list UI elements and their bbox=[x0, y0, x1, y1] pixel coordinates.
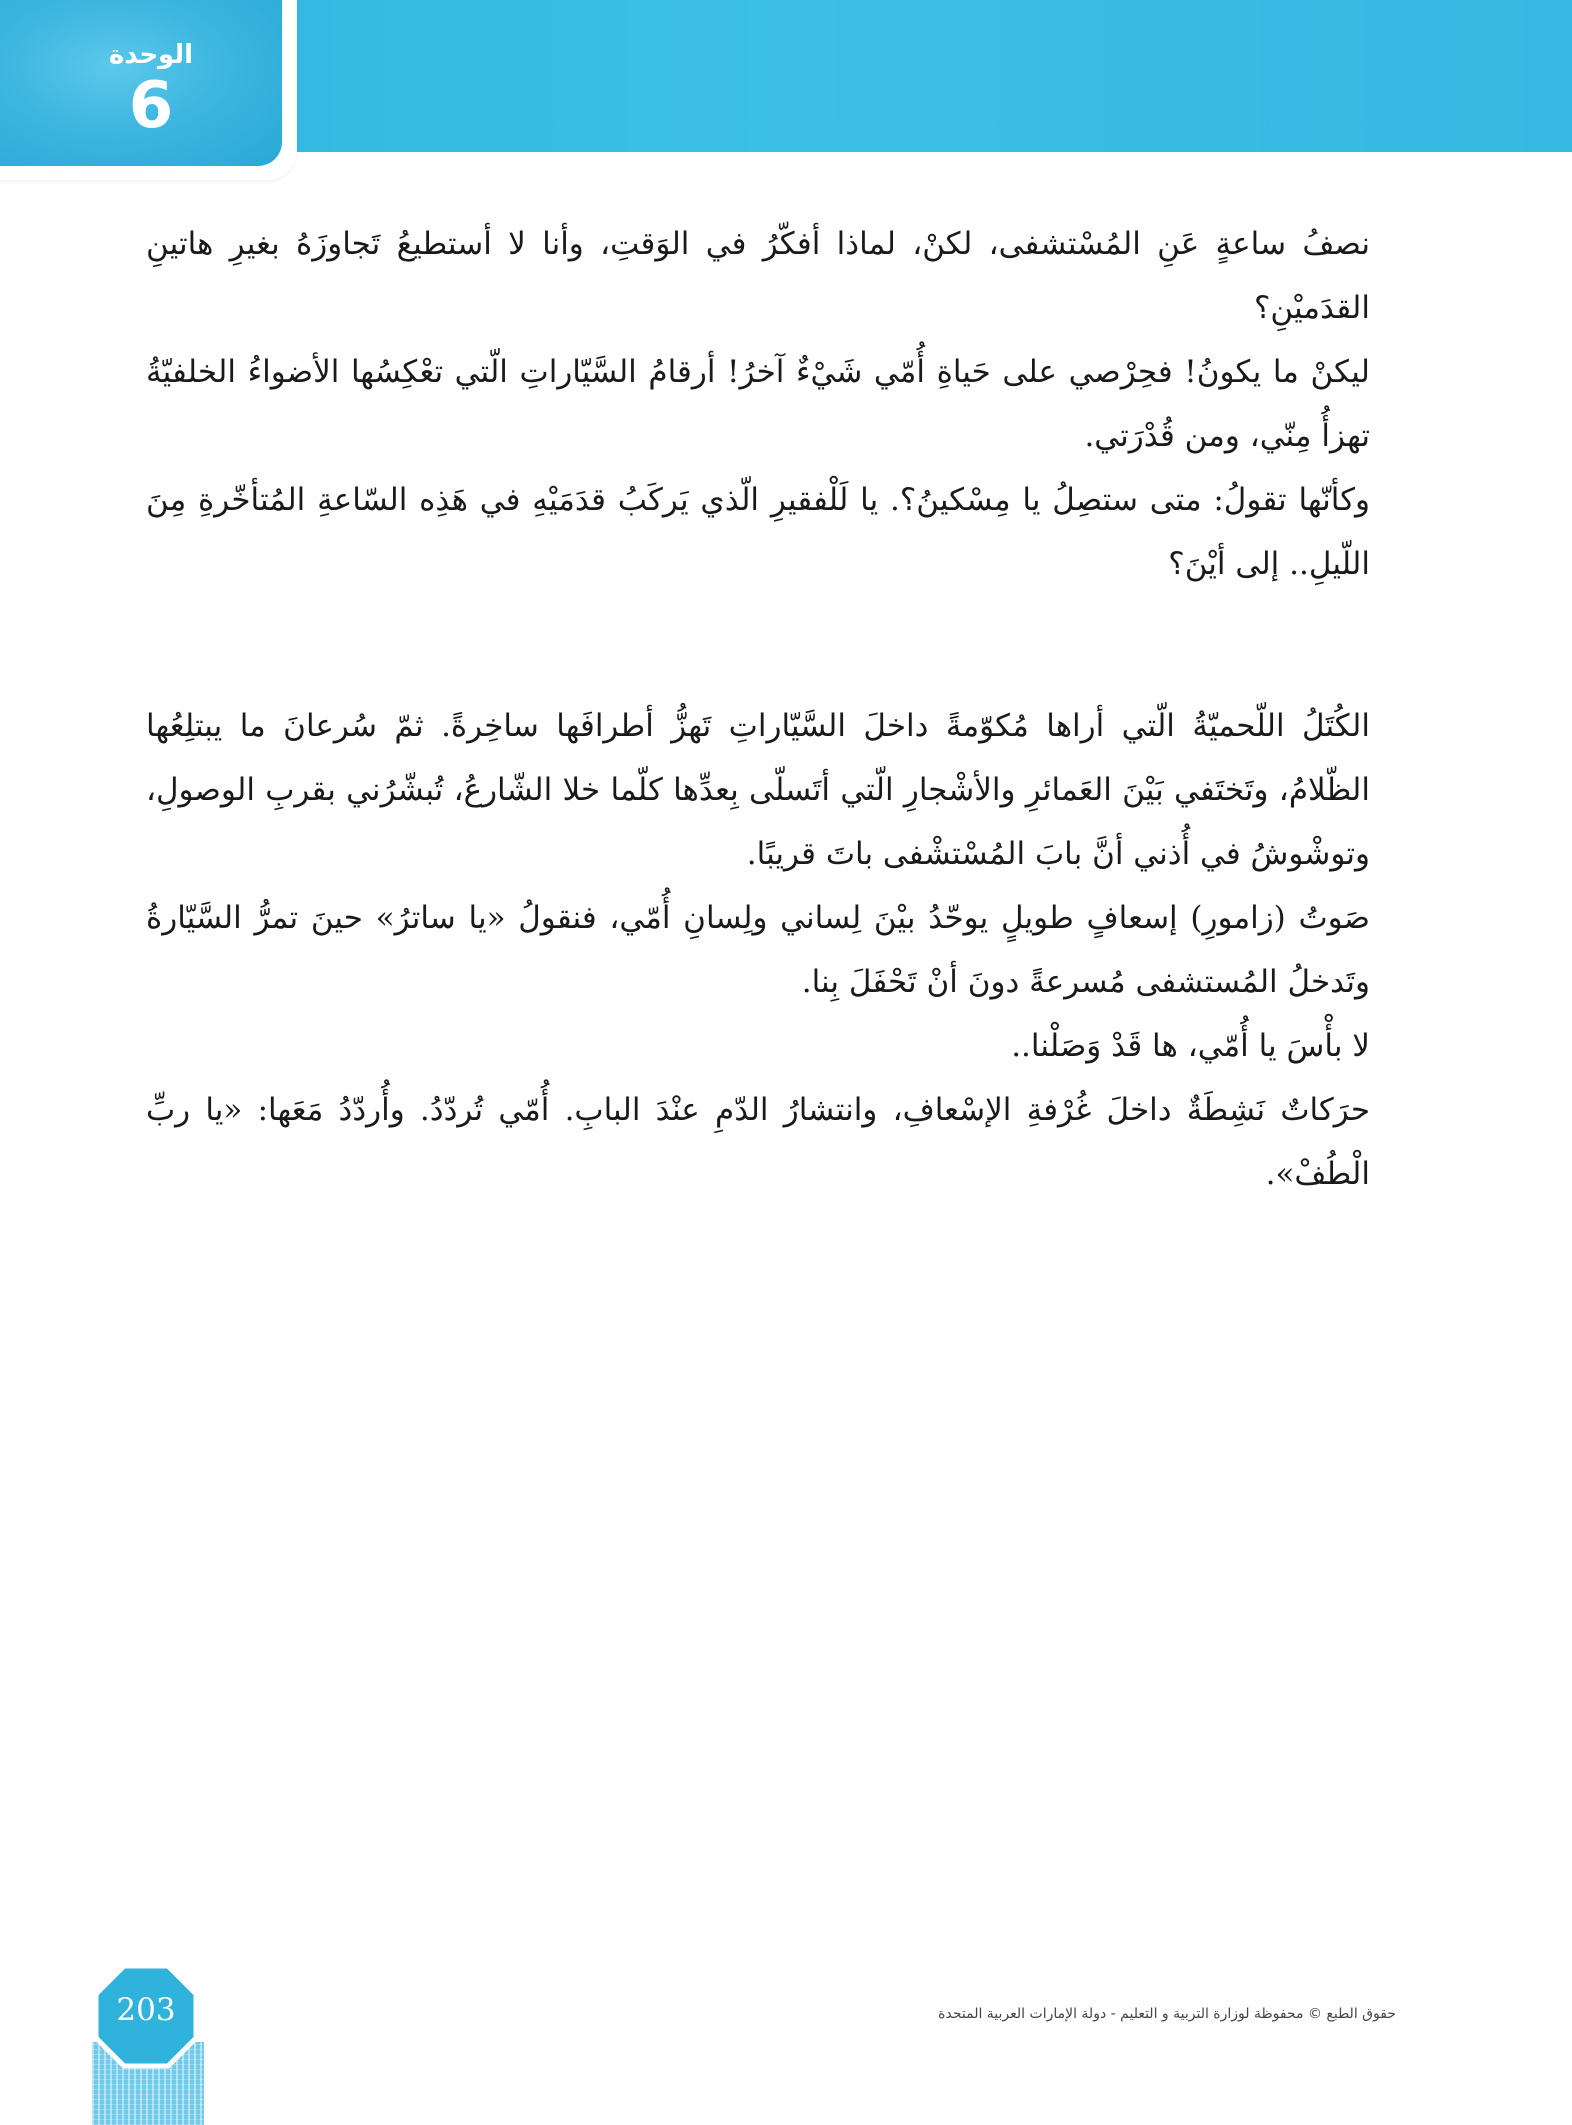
unit-label: الوحدة bbox=[108, 40, 194, 70]
copyright-notice: حقوق الطبع © محفوظة لوزارة التربية و التعليم - دولة الإمارات العربية المتحدة bbox=[938, 2006, 1396, 2022]
unit-tab bbox=[0, 0, 297, 180]
section-divider bbox=[146, 596, 1370, 694]
paragraph: الكُتَلُ اللّحميّةُ الّتي أراها مُكوّمةً داخلَ السَّيّاراتِ تَهزُّ أطرافَها ساخِرةً. ثمّ سُرعانَ ما يبتلِعُها الظّلامُ، وتَختَفي بَيْنَ العَمائرِ والأشْجارِ الّتي أتَسلّى بِعدِّها كلّما خلا الشّارعُ، تُبشّرُني بقربِ الوصولِ، وتوشْوشُ في أُذني أنَّ بابَ المُسْتشْفى باتَ قريبًا. bbox=[146, 708, 1370, 872]
page-number: 203 bbox=[116, 1992, 176, 2028]
paragraph: ليكنْ ما يكونُ! فحِرْصي على حَياةِ أُمّي شَيْءٌ آخرُ! أرقامُ السَّيّاراتِ الّتي تعْكِسُها الأضواءُ الخلفيّةُ تهزأُ مِنّي، ومن قُدْرَتي. bbox=[146, 354, 1370, 454]
paragraph: حرَكاتٌ نَشِطَةٌ داخلَ غُرْفةِ الإسْعافِ، وانتشارُ الدّمِ عنْدَ البابِ. أُمّي تُردّدُ. وأُردّدُ مَعَها: «يا ربِّ الْطُفْ». bbox=[146, 1092, 1370, 1192]
paragraph: وكأنّها تقولُ: متى ستصِلُ يا مِسْكينُ؟. يا لَلْفقيرِ الّذي يَركَبُ قدَمَيْهِ في هَذِه السّاعةِ المُتأخّرةِ مِنَ اللّيلِ.. إلى أيْنَ؟ bbox=[146, 482, 1370, 582]
page-number-badge bbox=[92, 1962, 200, 2070]
paragraph: صَوتُ (زامورِ) إسعافٍ طويلٍ يوحّدُ بيْنَ لِساني ولِسانِ أُمّي، فنقولُ «يا ساترُ» حينَ تمرُّ السَّيّارةُ وتَدخلُ المُستشفى مُسرعةً دونَ أنْ تَحْفَلَ بِنا. bbox=[146, 900, 1371, 1000]
unit-number: 6 bbox=[128, 69, 174, 143]
paragraph: لا بأْسَ يا أُمّي، ها قَدْ وَصَلْنا.. bbox=[1011, 1028, 1370, 1064]
paragraph: نصفُ ساعةٍ عَنِ المُسْتشفى، لكنْ، لماذا أفكّرُ في الوَقتِ، وأنا لا أستطيعُ تَجاوزَهُ بغيرِ هاتينِ القدَميْنِ؟ bbox=[146, 226, 1370, 326]
story-text bbox=[146, 212, 1370, 1206]
